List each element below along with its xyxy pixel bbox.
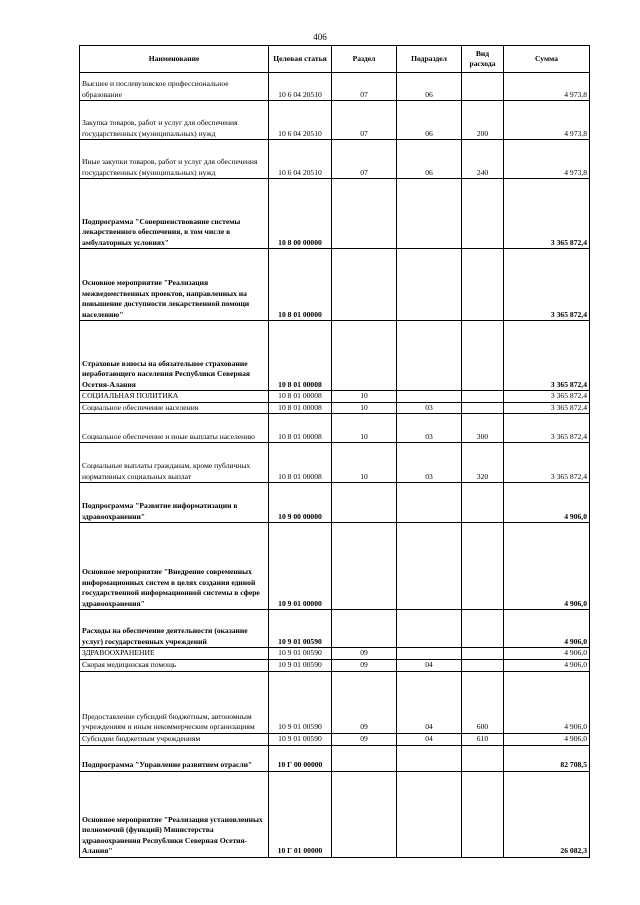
cell-expense bbox=[462, 73, 504, 101]
cell-name: Предоставление субсидий бюджетным, автономным учреждениям и иным некоммерческим организациям bbox=[80, 671, 269, 733]
cell-code: 10 8 00 00000 bbox=[269, 179, 332, 249]
cell-expense bbox=[462, 610, 504, 648]
table-row bbox=[80, 402, 590, 414]
cell-section bbox=[332, 249, 397, 321]
cell-name: Иные закупки товаров, работ и услуг для обеспечения государственных (муниципальных) нужд bbox=[80, 140, 269, 179]
cell-section: 10 bbox=[332, 414, 397, 443]
cell-code: 10 Г 00 00000 bbox=[269, 745, 332, 771]
cell-expense bbox=[462, 402, 504, 414]
cell-sum: 3 365 872,4 bbox=[504, 443, 590, 483]
cell-name: Субсидии бюджетным учреждениям bbox=[80, 733, 269, 745]
cell-name: Социальное обеспечение населения bbox=[80, 402, 269, 414]
table-row bbox=[80, 391, 590, 403]
cell-subsection: 04 bbox=[397, 671, 462, 733]
table-row bbox=[80, 523, 590, 610]
cell-name: Подпрограмма "Развитие информатизации в здравоохранении" bbox=[80, 483, 269, 523]
cell-name: СОЦИАЛЬНАЯ ПОЛИТИКА bbox=[80, 391, 269, 403]
cell-code: 10 8 01 00000 bbox=[269, 249, 332, 321]
cell-name: Скорая медицинская помощь bbox=[80, 659, 269, 671]
table-row bbox=[80, 73, 590, 101]
table-row bbox=[80, 745, 590, 771]
cell-code: 10 6 04 20510 bbox=[269, 101, 332, 140]
cell-section bbox=[332, 483, 397, 523]
cell-sum: 4 906,0 bbox=[504, 483, 590, 523]
cell-section: 10 bbox=[332, 391, 397, 403]
cell-code: 10 9 01 00590 bbox=[269, 671, 332, 733]
cell-section: 09 bbox=[332, 733, 397, 745]
cell-sum: 4 906,0 bbox=[504, 659, 590, 671]
cell-section bbox=[332, 745, 397, 771]
cell-expense bbox=[462, 391, 504, 403]
cell-code: 10 8 01 00008 bbox=[269, 402, 332, 414]
header-expense: Вид расхода bbox=[462, 46, 504, 73]
cell-expense: 300 bbox=[462, 414, 504, 443]
header-name: Наименование bbox=[80, 46, 269, 73]
table-row bbox=[80, 321, 590, 391]
table-row bbox=[80, 249, 590, 321]
cell-section: 07 bbox=[332, 140, 397, 179]
header-code: Целевая статья bbox=[269, 46, 332, 73]
cell-sum: 3 365 872,4 bbox=[504, 391, 590, 403]
cell-expense bbox=[462, 659, 504, 671]
cell-sum: 4 973,8 bbox=[504, 140, 590, 179]
cell-subsection: 04 bbox=[397, 659, 462, 671]
cell-name: Основное мероприятие "Внедрение современных информационных систем в целях создания единой государственной информационной системы в сфере здравоохранения" bbox=[80, 523, 269, 610]
cell-section: 09 bbox=[332, 671, 397, 733]
cell-expense bbox=[462, 249, 504, 321]
cell-name: Социальное обеспечение и иные выплаты населению bbox=[80, 414, 269, 443]
cell-sum: 4 906,0 bbox=[504, 610, 590, 648]
cell-sum: 82 708,5 bbox=[504, 745, 590, 771]
cell-sum: 4 973,8 bbox=[504, 101, 590, 140]
cell-sum: 4 906,0 bbox=[504, 733, 590, 745]
cell-sum: 4 906,0 bbox=[504, 648, 590, 660]
table-row bbox=[80, 483, 590, 523]
cell-subsection: 03 bbox=[397, 402, 462, 414]
cell-sum: 26 082,3 bbox=[504, 771, 590, 857]
cell-name: Подпрограмма "Совершенствование системы лекарственного обеспечения, в том числе в амбулаторных условиях" bbox=[80, 179, 269, 249]
cell-subsection: 04 bbox=[397, 733, 462, 745]
cell-subsection bbox=[397, 523, 462, 610]
cell-expense: 320 bbox=[462, 443, 504, 483]
header-section: Раздел bbox=[332, 46, 397, 73]
cell-expense: 600 bbox=[462, 671, 504, 733]
cell-code: 10 8 01 00008 bbox=[269, 391, 332, 403]
table-row bbox=[80, 733, 590, 745]
cell-section: 10 bbox=[332, 443, 397, 483]
cell-sum: 4 906,0 bbox=[504, 671, 590, 733]
cell-code: 10 6 04 20510 bbox=[269, 140, 332, 179]
budget-table bbox=[79, 45, 590, 858]
cell-sum: 4 973,8 bbox=[504, 73, 590, 101]
cell-section: 09 bbox=[332, 659, 397, 671]
table-row bbox=[80, 659, 590, 671]
cell-expense bbox=[462, 523, 504, 610]
cell-code: 10 9 01 00590 bbox=[269, 648, 332, 660]
cell-expense bbox=[462, 771, 504, 857]
cell-name: Основное мероприятие "Реализация установленных полномочий (функций) Министерства здравоохранения Республики Северная Осетия-Алания" bbox=[80, 771, 269, 857]
cell-expense: 240 bbox=[462, 140, 504, 179]
cell-subsection bbox=[397, 771, 462, 857]
header-subsection: Подраздел bbox=[397, 46, 462, 73]
cell-section bbox=[332, 610, 397, 648]
cell-code: 10 Г 01 00000 bbox=[269, 771, 332, 857]
cell-name: Страховые взносы на обязательное страхование неработающего населения Республики Северная Осетия-Алания bbox=[80, 321, 269, 391]
cell-section: 07 bbox=[332, 73, 397, 101]
cell-code: 10 9 01 00590 bbox=[269, 659, 332, 671]
table-row bbox=[80, 610, 590, 648]
cell-sum: 4 906,0 bbox=[504, 523, 590, 610]
cell-section bbox=[332, 523, 397, 610]
cell-expense bbox=[462, 321, 504, 391]
table-row bbox=[80, 414, 590, 443]
cell-sum: 3 365 872,4 bbox=[504, 249, 590, 321]
cell-name: Высшее и послевузовское профессиональное образование bbox=[80, 73, 269, 101]
cell-name: Подпрограмма "Управление развитием отрасли" bbox=[80, 745, 269, 771]
cell-code: 10 9 00 00000 bbox=[269, 483, 332, 523]
cell-subsection bbox=[397, 648, 462, 660]
cell-code: 10 9 01 00000 bbox=[269, 523, 332, 610]
cell-section bbox=[332, 771, 397, 857]
page-number: 406 bbox=[313, 32, 327, 42]
cell-code: 10 9 01 00590 bbox=[269, 610, 332, 648]
cell-expense: 200 bbox=[462, 101, 504, 140]
cell-subsection bbox=[397, 745, 462, 771]
cell-code: 10 8 01 00008 bbox=[269, 414, 332, 443]
cell-section: 10 bbox=[332, 402, 397, 414]
cell-expense bbox=[462, 179, 504, 249]
cell-code: 10 8 01 00008 bbox=[269, 443, 332, 483]
cell-sum: 3 365 872,4 bbox=[504, 402, 590, 414]
cell-name: ЗДРАВООХРАНЕНИЕ bbox=[80, 648, 269, 660]
cell-subsection: 06 bbox=[397, 101, 462, 140]
table-header-row bbox=[80, 46, 590, 73]
cell-name: Расходы на обеспечение деятельности (оказание услуг) государственных учреждений bbox=[80, 610, 269, 648]
cell-subsection bbox=[397, 610, 462, 648]
table-row bbox=[80, 140, 590, 179]
cell-name: Социальные выплаты гражданам, кроме публичных нормативных социальных выплат bbox=[80, 443, 269, 483]
cell-name: Основное мероприятие "Реализация межведомственных проектов, направленных на повышение доступности лекарственной помощи населению" bbox=[80, 249, 269, 321]
cell-expense bbox=[462, 745, 504, 771]
cell-code: 10 9 01 00590 bbox=[269, 733, 332, 745]
table-row bbox=[80, 179, 590, 249]
cell-subsection bbox=[397, 483, 462, 523]
cell-subsection bbox=[397, 179, 462, 249]
cell-sum: 3 365 872,4 bbox=[504, 321, 590, 391]
cell-section bbox=[332, 179, 397, 249]
cell-name: Закупка товаров, работ и услуг для обеспечения государственных (муниципальных) нужд bbox=[80, 101, 269, 140]
table-row bbox=[80, 443, 590, 483]
cell-expense bbox=[462, 483, 504, 523]
cell-code: 10 8 01 00008 bbox=[269, 321, 332, 391]
cell-sum: 3 365 872,4 bbox=[504, 179, 590, 249]
cell-section: 09 bbox=[332, 648, 397, 660]
table-row bbox=[80, 771, 590, 857]
cell-subsection: 06 bbox=[397, 140, 462, 179]
cell-subsection bbox=[397, 321, 462, 391]
cell-section bbox=[332, 321, 397, 391]
header-sum: Сумма bbox=[504, 46, 590, 73]
table-row bbox=[80, 101, 590, 140]
cell-subsection: 03 bbox=[397, 414, 462, 443]
cell-subsection: 06 bbox=[397, 73, 462, 101]
cell-code: 10 6 04 20510 bbox=[269, 73, 332, 101]
table-row bbox=[80, 648, 590, 660]
table-body bbox=[80, 73, 590, 858]
cell-expense: 610 bbox=[462, 733, 504, 745]
cell-sum: 3 365 872,4 bbox=[504, 414, 590, 443]
cell-subsection bbox=[397, 249, 462, 321]
table-row bbox=[80, 671, 590, 733]
cell-section: 07 bbox=[332, 101, 397, 140]
cell-expense bbox=[462, 648, 504, 660]
cell-subsection: 03 bbox=[397, 443, 462, 483]
cell-subsection bbox=[397, 391, 462, 403]
